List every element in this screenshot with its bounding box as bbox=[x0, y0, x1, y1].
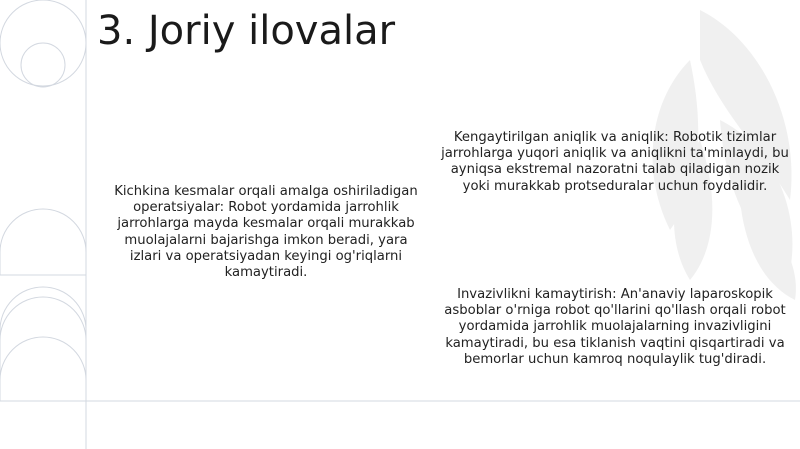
circle-outline-small bbox=[21, 43, 65, 87]
text-block-small-incisions: Kichkina kesmalar orqali amalga oshiriladigan operatsiyalar: Robot yordamida jarrohlik jarrohlarga mayda kesmalar orqali murakkab muolajalarni bajarishga imkon beradi, yara izlari va operatsiyadan keyingi og'riqlarni kamaytiradi. bbox=[114, 184, 418, 281]
arch-outline-upper bbox=[0, 209, 86, 275]
arch-outline-inner bbox=[0, 337, 86, 380]
text-block-reduced-invasiveness: Invazivlikni kamaytirish: An'anaviy laparoskopik asboblar o'rniga robot qo'llarini qo'llash orqali robot yordamida jarrohlik muolajalarning invazivligini kamaytiradi, bu esa tiklanish vaqtini qisqartiradi va bemorlar uchun kamroq noqulaylik tug'diradi. bbox=[444, 287, 786, 367]
arch-outline-lower bbox=[0, 287, 86, 401]
arch-outline-mid bbox=[0, 297, 86, 340]
text-block-enhanced-precision: Kengaytirilgan aniqlik va aniqlik: Robotik tizimlar jarrohlarga yuqori aniqlik va aniqlikni ta'minlaydi, bu ayniqsa ekstremal nazoratni talab qiladigan nozik yoki murakkab protseduralar uchun foydalidir. bbox=[441, 130, 789, 194]
slide-title: 3. Joriy ilovalar bbox=[97, 8, 396, 54]
